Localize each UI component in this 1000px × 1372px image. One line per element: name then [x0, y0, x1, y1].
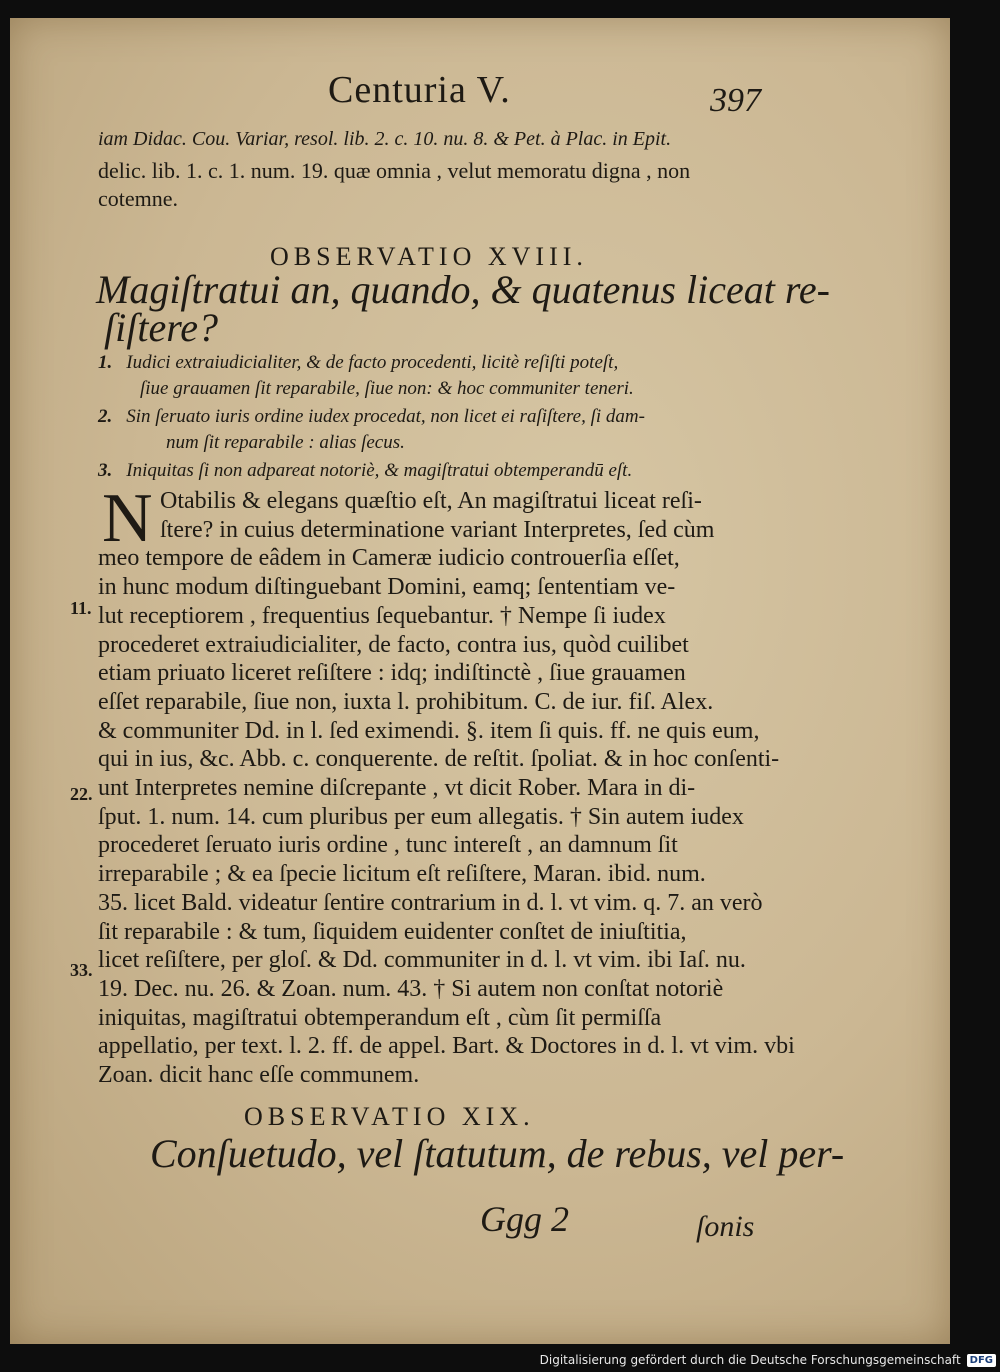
- body-line: ſput. 1. num. 14. cum pluribus per eum allegatis. † Sin autem iudex: [98, 803, 744, 830]
- body-line: & communiter Dd. in l. ſed eximendi. §. item ſi quis. ff. ne quis eum,: [98, 717, 760, 744]
- body-line: eſſet reparabile, ſiue non, iuxta l. prohibitum. C. de iur. fiſ. Alex.: [98, 688, 714, 715]
- summary-number: 3.: [98, 460, 113, 481]
- body-line: ſit reparabile : & tum, ſiquidem euidenter conſtet de iniuſtitia,: [98, 918, 687, 945]
- observation-subtitle: Conſuetudo, vel ſtatutum, de rebus, vel per-: [150, 1131, 845, 1176]
- running-title: Centuria V.: [328, 69, 511, 111]
- body-line: qui in ius, &c. Abb. c. conquerente. de reſtit. ſpoliat. & in hoc conſenti-: [98, 746, 780, 773]
- body-line: etiam priuato liceret reſiſtere : idq; indiſtinctè , ſiue grauamen: [98, 660, 686, 687]
- body-line: unt Interpretes nemine diſcrepante , vt dicit Rober. Mara in di-: [98, 775, 696, 801]
- summary-item-cont: ſiue grauamen ſit reparabile, ſiue non: & hoc communiter teneri.: [140, 378, 634, 399]
- body-line: meo tempore de eâdem in Cameræ iudicio controuerſia eſſet,: [98, 545, 680, 572]
- book-page: [10, 18, 950, 1344]
- body-line: Otabilis & elegans quæſtio eſt, An magiſtratui liceat reſi-: [160, 488, 702, 514]
- body-line: in hunc modum diſtinguebant Domini, eamq; ſententiam ve-: [98, 574, 676, 601]
- observation-subtitle: ſiſtere?: [104, 305, 219, 350]
- summary-item: 1. Iudici extraiudicialiter, & de facto procedenti, licitè reſiſti poteſt,: [98, 352, 619, 373]
- summary-item-cont: num ſit reparabile : alias ſecus.: [166, 432, 405, 453]
- body-line: procederet extraiudicialiter, de facto, contra ius, quòd cuilibet: [98, 631, 689, 658]
- margin-number: 22.: [70, 784, 93, 804]
- margin-number: 11.: [70, 598, 92, 618]
- text-line: iam Didac. Cou. Variar, resol. lib. 2. c. 10. nu. 8. & Pet. à Plac. in Epit.: [98, 128, 672, 150]
- page-number: 397: [710, 82, 761, 119]
- body-line: lut receptiorem , frequentius ſequebantur. † Nempe ſi iudex: [98, 602, 666, 629]
- margin-number: 33.: [70, 960, 93, 980]
- observation-subtitle: Magiſtratui an, quando, & quatenus liceat re-: [96, 267, 831, 312]
- body-line: 19. Dec. nu. 26. & Zoan. num. 43. † Si autem non conſtat notoriè: [98, 975, 724, 1002]
- observation-title: OBSERVATIO XIX.: [244, 1102, 535, 1131]
- signature-mark: Ggg 2: [480, 1199, 569, 1239]
- body-line: ſtere? in cuius determinatione variant Interpretes, ſed cùm: [160, 516, 715, 543]
- summary-number: 2.: [98, 406, 113, 427]
- text-line: delic. lib. 1. c. 1. num. 19. quæ omnia , velut memoratu digna , non: [98, 158, 691, 183]
- body-line: licet reſiſtere, per gloſ. & Dd. communiter in d. l. vt vim. ibi Iaſ. nu.: [98, 947, 746, 974]
- summary-number: 1.: [98, 352, 113, 373]
- summary-item: 2. Sin ſeruato iuris ordine iudex procedat, non licet ei raſiſtere, ſi dam-: [98, 406, 645, 427]
- body-line: procederet ſeruato iuris ordine , tunc intereſt , an damnum ſit: [98, 832, 678, 859]
- body-line: 35. licet Bald. videatur ſentire contrarium in d. l. vt vim. q. 7. an verò: [98, 889, 763, 916]
- catchword: ſonis: [696, 1210, 755, 1243]
- observation-title: OBSERVATIO XVIII.: [270, 242, 588, 271]
- footer-text: Digitalisierung gefördert durch die Deutsche Forschungsgemeinschaft: [539, 1353, 961, 1367]
- footer: [540, 1350, 996, 1370]
- dfg-logo-icon: DFG: [967, 1354, 996, 1367]
- summary-item: 3. Iniquitas ſi non adpareat notoriè, & magiſtratui obtemperandū eſt.: [98, 460, 633, 481]
- drop-initial: N: [102, 480, 153, 557]
- body-line: appellatio, per text. l. 2. ff. de appel. Bart. & Doctores in d. l. vt vim. vbi: [98, 1033, 795, 1060]
- text-line: cotemne.: [98, 186, 179, 211]
- body-line: iniquitas, magiſtratui obtemperandum eſt , cùm ſit permiſſa: [98, 1004, 662, 1031]
- body-line: irreparabile ; & ea ſpecie licitum eſt reſiſtere, Maran. ibid. num.: [98, 861, 706, 888]
- body-line: Zoan. dicit hanc eſſe communem.: [98, 1062, 420, 1088]
